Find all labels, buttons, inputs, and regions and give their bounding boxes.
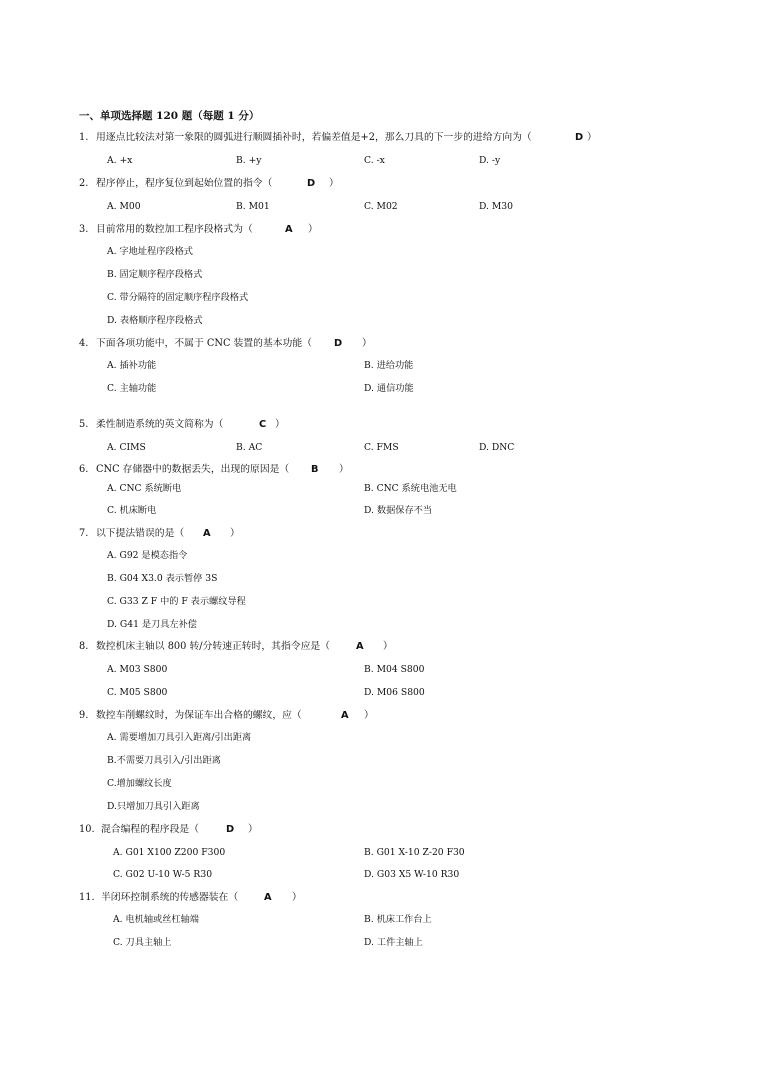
question-11-option-a: A. 电机轴或丝杠轴端 — [113, 914, 199, 925]
question-6-close: ） — [339, 464, 349, 475]
question-1-number: 1. — [79, 132, 89, 143]
question-1-close: ） — [587, 132, 597, 143]
question-9-option-a: A. 需要增加刀具引入距离/引出距离 — [107, 732, 252, 743]
question-6-option-a: A. CNC 系统断电 — [107, 483, 182, 494]
question-10-stem: 混合编程的程序段是（ — [101, 824, 199, 835]
question-2-answer: D — [307, 178, 316, 189]
question-1-option-b: B. +y — [236, 155, 262, 166]
question-7-option-b: B. G04 X3.0 表示暂停 3S — [107, 573, 218, 584]
question-5-number: 5. — [79, 419, 89, 430]
question-6-answer: B — [311, 464, 319, 475]
question-8-number: 8. — [79, 641, 89, 652]
question-2-close: ） — [329, 178, 339, 189]
question-11-answer: A — [264, 892, 272, 903]
question-7-stem: 以下提法错误的是（ — [96, 528, 185, 539]
question-3-answer: A — [285, 224, 293, 235]
question-8-answer: A — [356, 641, 364, 652]
question-6-number: 6. — [79, 464, 89, 475]
question-2-stem: 程序停止，程序复位到起始位置的指令（ — [96, 178, 273, 189]
question-3-option-b: B. 固定顺序程序段格式 — [107, 269, 203, 280]
question-11-option-b: B. 机床工作台上 — [364, 914, 432, 925]
question-4-option-b: B. 进给功能 — [364, 360, 414, 371]
question-10-close: ） — [248, 824, 258, 835]
question-4-option-c: C. 主轴功能 — [107, 383, 157, 394]
question-9-option-b: B.不需要刀具引入/引出距离 — [107, 755, 221, 766]
question-6-stem: CNC 存储器中的数据丢失，出现的原因是（ — [96, 464, 290, 475]
question-6-option-c: C. 机床断电 — [107, 505, 157, 516]
question-8-stem: 数控机床主轴以 800 转/分转速正转时，其指令应是（ — [96, 641, 330, 652]
question-1-option-d: D. -y — [479, 155, 501, 166]
question-1-answer: D — [575, 132, 584, 143]
question-2-number: 2. — [79, 178, 89, 189]
question-5-option-b: B. AC — [236, 442, 263, 453]
question-9-number: 9. — [79, 710, 89, 721]
question-10-answer: D — [226, 824, 235, 835]
question-9-stem: 数控车削螺纹时，为保证车出合格的螺纹，应（ — [96, 710, 302, 721]
question-10-option-a: A. G01 X100 Z200 F300 — [113, 847, 226, 858]
question-9-option-d: D.只增加刀具引入距离 — [107, 801, 200, 812]
question-8-option-c: C. M05 S800 — [107, 687, 168, 698]
question-8-close: ） — [383, 641, 393, 652]
question-4-number: 4. — [79, 338, 89, 349]
question-10-number: 10. — [79, 824, 95, 835]
question-3-option-d: D. 表格顺序程序段格式 — [107, 315, 203, 326]
question-2-option-b: B. M01 — [236, 201, 270, 212]
question-11-option-d: D. 工件主轴上 — [364, 937, 423, 948]
question-7-number: 7. — [79, 528, 89, 539]
question-11-option-c: C. 刀具主轴上 — [113, 937, 172, 948]
question-6-option-d: D. 数据保存不当 — [364, 505, 433, 516]
question-6-option-b: B. CNC 系统电池无电 — [364, 483, 457, 494]
question-3-option-c: C. 带分隔符的固定顺序程序段格式 — [107, 292, 249, 303]
question-10-option-d: D. G03 X5 W-10 R30 — [364, 869, 460, 880]
question-5-close: ） — [275, 419, 285, 430]
question-1-stem: 用逐点比较法对第一象限的圆弧进行顺圆插补时，若偏差值是+2，那么刀具的下一步的进给方向为（ — [96, 132, 532, 143]
question-2-option-d: D. M30 — [479, 201, 513, 212]
question-7-option-a: A. G92 是模态指令 — [107, 550, 188, 561]
question-4-option-a: A. 插补功能 — [107, 360, 157, 371]
question-3-option-a: A. 字地址程序段格式 — [107, 246, 193, 257]
question-5-option-c: C. FMS — [364, 442, 399, 453]
question-11-stem: 半闭环控制系统的传感器装在（ — [101, 892, 239, 903]
question-3-number: 3. — [79, 224, 89, 235]
question-3-close: ） — [308, 224, 318, 235]
question-8-option-a: A. M03 S800 — [107, 664, 168, 675]
question-9-answer: A — [341, 710, 349, 721]
question-4-option-d: D. 通信功能 — [364, 383, 414, 394]
question-2-option-c: C. M02 — [364, 201, 398, 212]
question-1-option-c: C. -x — [364, 155, 385, 166]
question-7-close: ） — [230, 528, 240, 539]
question-8-option-b: B. M04 S800 — [364, 664, 425, 675]
question-7-option-c: C. G33 Z F 中的 F 表示螺纹导程 — [107, 596, 246, 607]
question-4-close: ） — [362, 338, 372, 349]
question-11-close: ） — [292, 892, 302, 903]
question-1-option-a: A. +x — [107, 155, 133, 166]
question-7-option-d: D. G41 是刀具左补偿 — [107, 619, 197, 630]
question-4-stem: 下面各项功能中，不属于 CNC 装置的基本功能（ — [96, 338, 312, 349]
question-9-close: ） — [364, 710, 374, 721]
question-5-option-a: A. CIMS — [107, 442, 146, 453]
question-8-option-d: D. M06 S800 — [364, 687, 425, 698]
question-5-option-d: D. DNC — [479, 442, 515, 453]
question-5-stem: 柔性制造系统的英文简称为（ — [96, 419, 224, 430]
question-3-stem: 目前常用的数控加工程序段格式为（ — [96, 224, 253, 235]
question-11-number: 11. — [79, 892, 95, 903]
question-9-option-c: C.增加螺纹长度 — [107, 778, 172, 789]
question-10-option-c: C. G02 U-10 W-5 R30 — [113, 869, 213, 880]
question-4-answer: D — [334, 338, 343, 349]
question-7-answer: A — [203, 528, 211, 539]
question-2-option-a: A. M00 — [107, 201, 141, 212]
question-10-option-b: B. G01 X-10 Z-20 F30 — [364, 847, 465, 858]
section-title: 一、单项选择题 120 题（每题 1 分） — [79, 110, 260, 122]
question-5-answer: C — [259, 419, 267, 430]
